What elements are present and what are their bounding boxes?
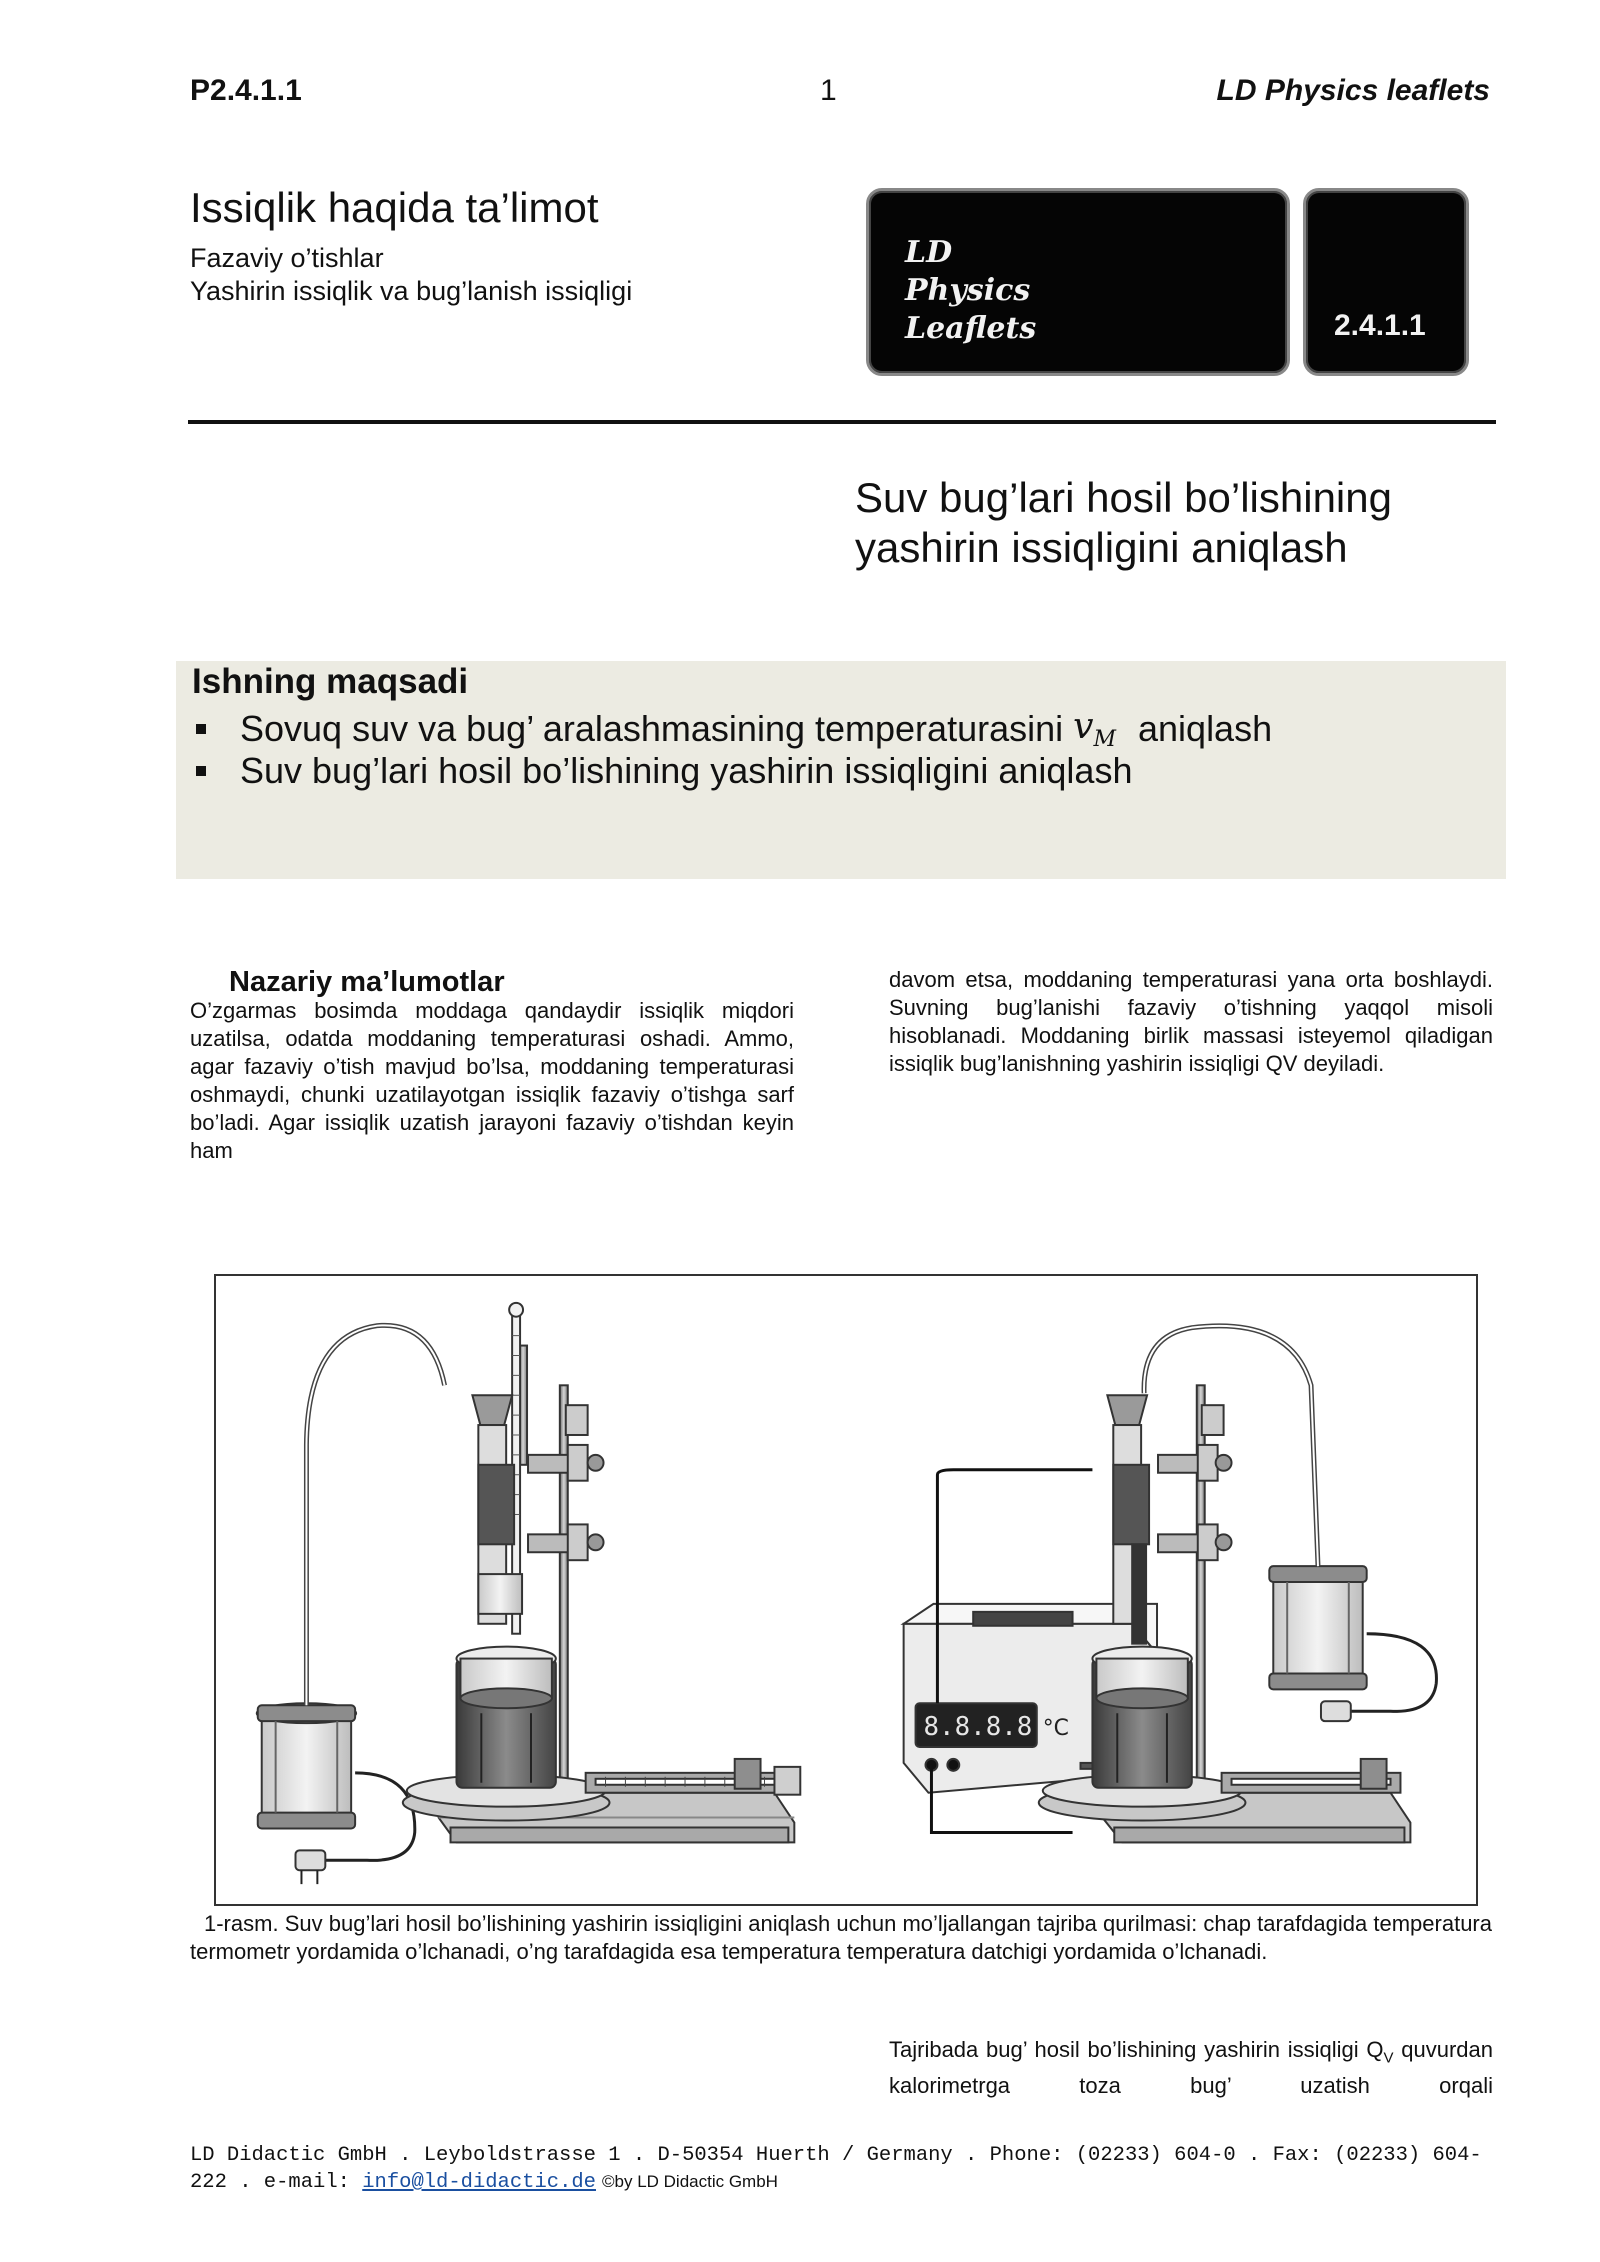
display-unit: °C	[1042, 1716, 1069, 1742]
page-number: 1	[820, 74, 837, 107]
experiment-setup-figure	[214, 1274, 1478, 1906]
theory-paragraph-left: O’zgarmas bosimda moddaga qandaydir issiqlik miqdori uzatilsa, odatda moddaning temperaturasi oshadi. Ammo, agar fazaviy o’tish mavjud bo’lsa, moddaning temperaturasi oshmaydi, chunki uzatilayotgan issiqlik fazaviy o’tishga sarf bo’ladi. Agar issiqlik uzatish jarayoni fazaviy o’tishdan keyin ham	[190, 998, 794, 1163]
bullet-square-icon	[196, 724, 206, 734]
objectives-heading: Ishning maqsadi	[192, 662, 469, 701]
series-name: LD Physics leaflets	[1216, 74, 1490, 107]
page-title: Issiqlik haqida ta’limot	[190, 184, 599, 231]
logo-text-ld: LD	[905, 235, 953, 270]
steam-generator-left	[257, 1703, 356, 1828]
experiment-title-line-2: yashirin issiqligini aniqlash	[855, 524, 1348, 571]
mixture-temperature-symbol: $v_M$	[1073, 706, 1116, 753]
logo-text-leaflets: Leaflets	[905, 311, 1037, 346]
bullet-square-icon	[196, 766, 206, 776]
logo-number-text: 2.4.1.1	[1334, 309, 1426, 342]
subtitle-subtopic: Yashirin issiqlik va bug’lanish issiqligi	[190, 276, 633, 306]
footer-address: LD Didactic GmbH . Leyboldstrasse 1 . D-50354 Huerth / Germany . Phone: (02233) 604-0 . Fax: (02233) 604-222 . e-mail:	[190, 2144, 1482, 2194]
theory-paragraph-right: davom etsa, moddaning temperaturasi yana orta boshlaydi. Suvning bug’lanishi fazaviy o’tishning yaqqol misoli hisoblanadi. Moddaning birlik massasi isteyemol qiladigan issiqlik bug’lanishning yashirin issiqligi QV deyiladi.	[889, 967, 1493, 1076]
logo-text-physics: Physics	[905, 273, 1031, 308]
steam-generator-right	[1269, 1566, 1366, 1689]
calorimeter-left	[403, 1647, 610, 1821]
logo-number-badge	[1303, 188, 1469, 376]
document-code: P2.4.1.1	[190, 74, 302, 107]
objective-text: Suv bug’lari hosil bo’lishining yashirin issiqligini aniqlash	[240, 750, 1133, 791]
ld-physics-leaflets-logo	[866, 188, 1290, 376]
apparatus-illustration	[216, 1276, 1476, 1904]
footer-copyright: ©by LD Didactic GmbH	[601, 2172, 778, 2191]
objective-text-end: aniqlash	[1138, 708, 1273, 750]
footer-email-link[interactable]: info@ld-didactic.de	[362, 2171, 596, 2194]
header-divider	[188, 420, 1496, 424]
objective-item	[192, 706, 1272, 752]
theory-heading: Nazariy ma’lumotlar	[229, 966, 505, 998]
page-footer	[190, 2143, 1500, 2196]
objective-text: Sovuq suv va bug’ aralashmasining temperaturasini	[240, 708, 1064, 750]
subtitle-topic: Fazaviy o’tishlar	[190, 243, 384, 273]
left-setup	[257, 1303, 801, 1884]
display-digits: 8.8.8.8	[923, 1712, 1033, 1743]
objective-item	[192, 750, 1132, 792]
figure-caption: 1-rasm. Suv bug’lari hosil bo’lishining yashirin issiqligini aniqlash uchun mo’ljallangan tajriba qurilmasi: chap tarafdagida temperatura termometr yordamida o’lchanadi, o’ng tarafdagida esa temperatura temperatura datchigi yordamida o’lchanadi.	[190, 1911, 1492, 1964]
right-setup	[904, 1326, 1437, 1842]
continuation-paragraph: Tajribada bug’ hosil bo’lishining yashirin issiqligi $Q_V$ quvurdan kalorimetrga toza bug’ uzatish orqali	[889, 2037, 1494, 2099]
experiment-title-line-1: Suv bug’lari hosil bo’lishining	[855, 474, 1392, 521]
